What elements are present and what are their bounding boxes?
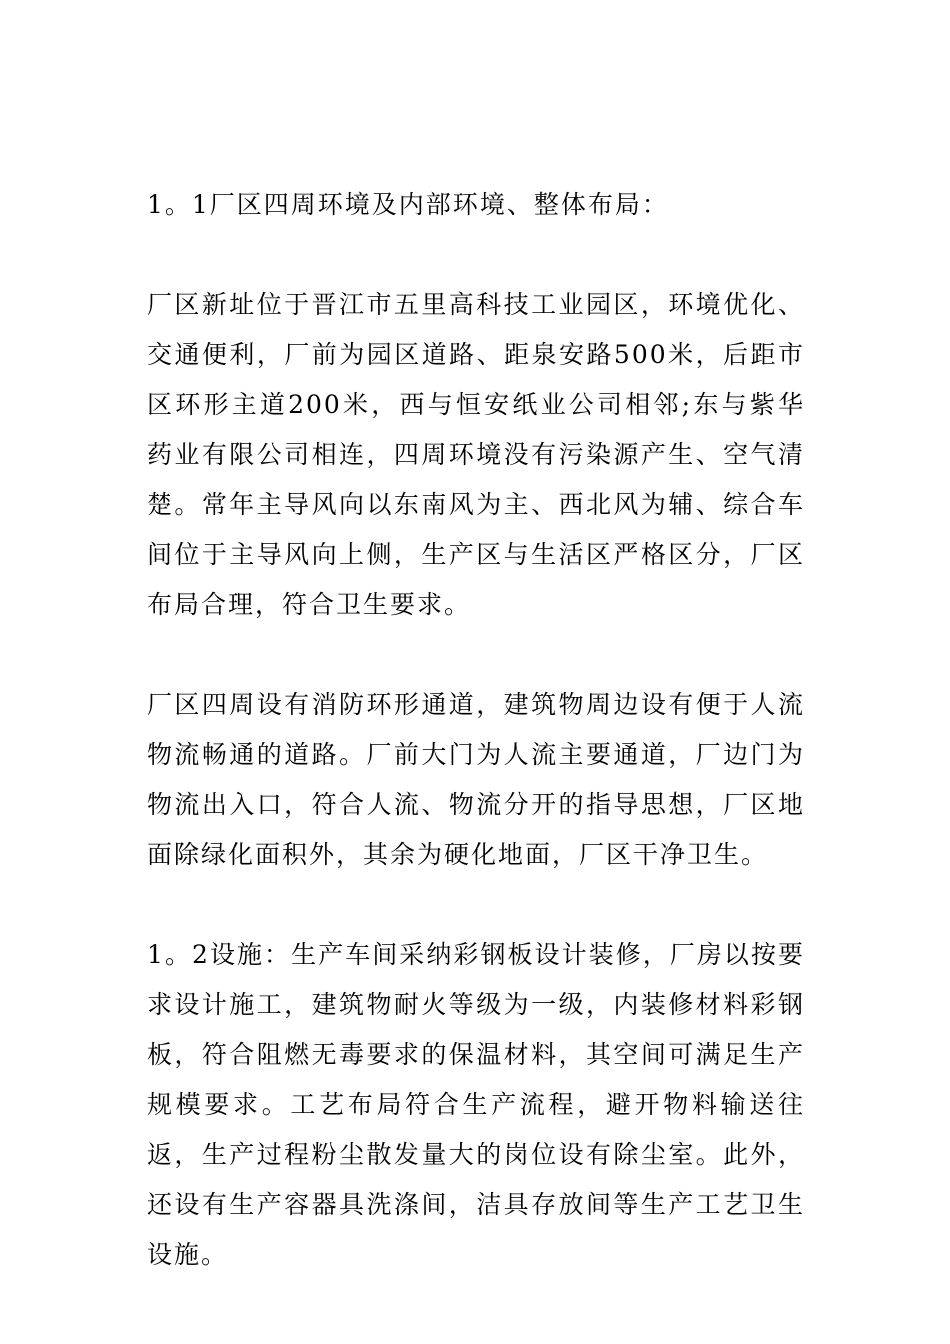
section-heading: 1。1厂区四周环境及内部环境、整体布局： bbox=[147, 190, 669, 219]
document-page bbox=[147, 180, 805, 1330]
paragraph-roads-and-access: 厂区四周设有消防环形通道，建筑物周边设有便于人流物流畅通的道路。厂前大门为人流主要通道，厂边门为物流出入口，符合人流、物流分开的指导思想，厂区地面除绿化面积外，其余为硬化地面，厂区干净卫生。 bbox=[147, 690, 805, 869]
paragraph-facilities: 1。2设施：生产车间采纳彩钢板设计装修，厂房以按要求设计施工，建筑物耐火等级为一级，内装修材料彩钢板，符合阻燃无毒要求的保温材料，其空间可满足生产规模要求。工艺布局符合生产流程，避开物料输送往返，生产过程粉尘散发量大的岗位设有除尘室。此外，还设有生产容器具洗涤间，洁具存放间等生产工艺卫生设施。 bbox=[147, 940, 805, 1269]
paragraph-site-location: 厂区新址位于晋江市五里高科技工业园区，环境优化、交通便利，厂前为园区道路、距泉安路500米，后距市区环形主道200米，西与恒安纸业公司相邻;东与紫华药业有限公司相连，四周环境没有污染源产生、空气清楚。常年主导风向以东南风为主、西北风为辅、综合车间位于主导风向上侧，生产区与生活区严格区分，厂区布局合理，符合卫生要求。 bbox=[147, 290, 805, 619]
